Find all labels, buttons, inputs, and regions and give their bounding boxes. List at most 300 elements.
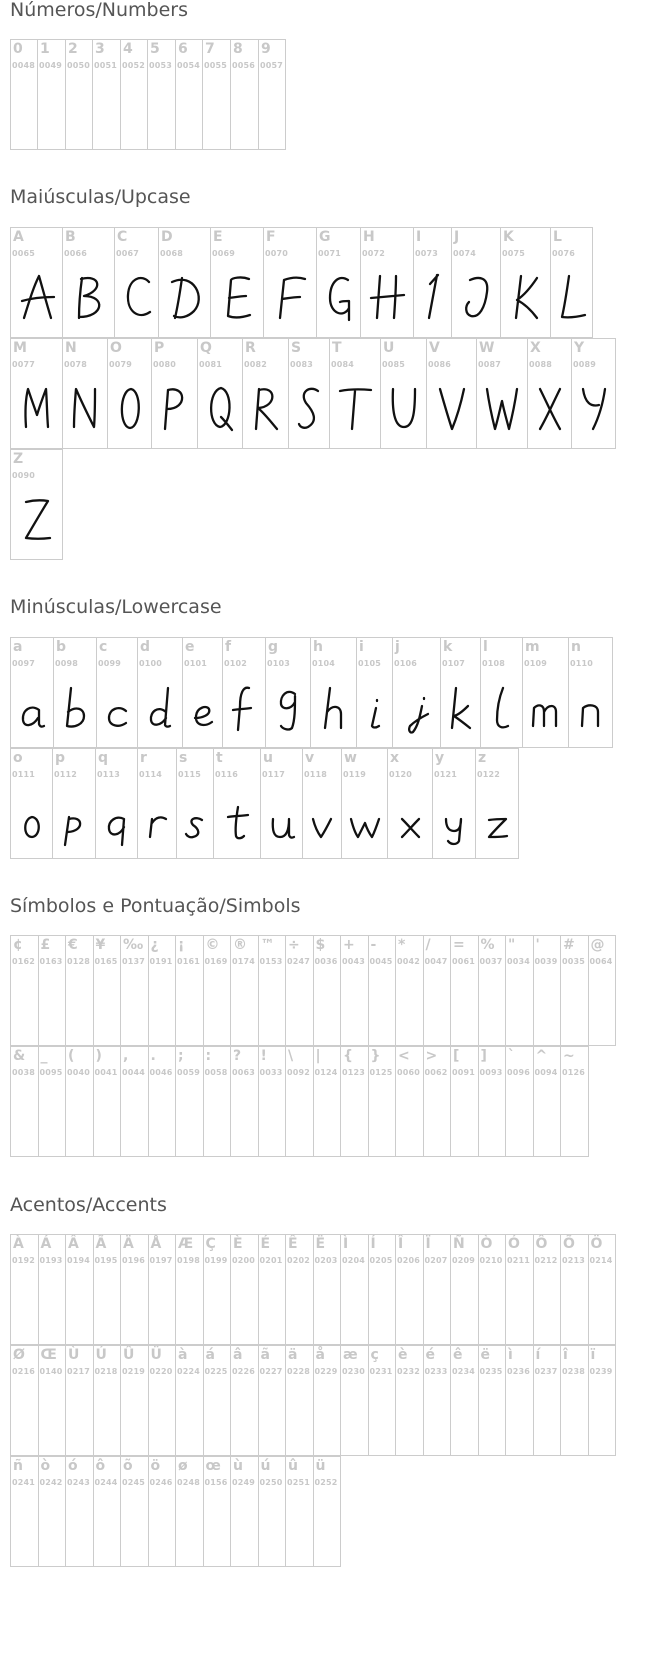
- glyph-code-label: 0109: [524, 659, 548, 668]
- glyph-code-label: 0220: [149, 1367, 173, 1376]
- glyph-cell-uee: [561, 1346, 589, 1455]
- glyph-cell-u3d: [451, 936, 479, 1045]
- glyph-sample-j: [396, 678, 438, 738]
- glyph-cell-N: [63, 339, 108, 448]
- glyph-char-label: ê: [453, 1347, 463, 1363]
- glyph-code-label: 0238: [562, 1367, 586, 1376]
- glyph-char-label: y: [435, 750, 445, 766]
- glyph-cell-u5c: [286, 1047, 314, 1156]
- glyph-code-label: 0078: [64, 360, 88, 369]
- glyph-cell-i: [357, 638, 393, 747]
- glyph-cell-uf6: [149, 1457, 177, 1566]
- glyph-char-label: Ú: [95, 1347, 107, 1363]
- glyph-char-label: -: [370, 937, 377, 953]
- glyph-char-label: +: [343, 937, 355, 953]
- glyph-code-label: 0250: [259, 1478, 283, 1487]
- glyph-char-label: j: [395, 639, 400, 655]
- glyph-code-label: 0195: [94, 1256, 118, 1265]
- glyph-sample-T: [334, 379, 376, 439]
- glyph-char-label: Ô: [535, 1236, 548, 1252]
- glyph-cell-u7b: [341, 1047, 369, 1156]
- glyph-code-label: 0038: [12, 1068, 36, 1077]
- glyph-char-label: Ò: [480, 1236, 493, 1252]
- glyph-cell-B: [63, 228, 115, 337]
- glyph-cell-ud2: [479, 1235, 507, 1344]
- glyph-sample-i: [357, 678, 393, 738]
- section-title-numbers: Números/Numbers: [10, 0, 188, 21]
- glyph-cell-O: [108, 339, 152, 448]
- glyph-char-label: 1: [40, 41, 50, 57]
- glyph-sample-Y: [573, 379, 615, 439]
- glyph-sample-p: [53, 789, 95, 849]
- glyph-char-label: å: [315, 1347, 325, 1363]
- glyph-code-label: 0104: [312, 659, 336, 668]
- glyph-char-label: `: [508, 1048, 515, 1064]
- glyph-char-label: î: [563, 1347, 568, 1363]
- glyph-char-label: 6: [178, 41, 188, 57]
- glyph-cell-ud1: [451, 1235, 479, 1344]
- glyph-code-label: 0047: [424, 957, 448, 966]
- glyph-cell-uce: [396, 1235, 424, 1344]
- glyph-code-label: 0050: [67, 61, 91, 70]
- glyph-cell-C: [115, 228, 159, 337]
- glyph-cell-o: [11, 749, 53, 858]
- glyph-cell-u153: [204, 1457, 232, 1566]
- glyph-char-label: i: [359, 639, 364, 655]
- glyph-cell-P: [152, 339, 198, 448]
- glyph-cell-uc4: [121, 1235, 149, 1344]
- glyph-code-label: 0252: [314, 1478, 338, 1487]
- glyph-cell-Y: [572, 339, 616, 448]
- glyph-char-label: Q: [200, 340, 212, 356]
- glyph-cell-uc3: [94, 1235, 122, 1344]
- glyph-cell-u2030: [121, 936, 149, 1045]
- glyph-cell-ue3: [259, 1346, 287, 1455]
- glyph-cell-ua1: [176, 936, 204, 1045]
- glyph-code-label: 0102: [224, 659, 248, 668]
- glyph-char-label: ^: [535, 1048, 548, 1064]
- glyph-cell-ue0: [176, 1346, 204, 1455]
- glyph-cell-u29: [94, 1047, 122, 1156]
- lowercase-row-1: [10, 637, 613, 748]
- glyph-char-label: €: [68, 937, 78, 953]
- glyph-char-label: 9: [261, 41, 271, 57]
- glyph-code-label: 0096: [507, 1068, 531, 1077]
- glyph-cell-H: [361, 228, 414, 337]
- glyph-code-label: 0077: [12, 360, 36, 369]
- glyph-cell-u28: [66, 1047, 94, 1156]
- glyph-code-label: 0201: [259, 1256, 283, 1265]
- glyph-sample-Z: [16, 490, 58, 550]
- glyph-char-label: Ä: [123, 1236, 134, 1252]
- glyph-code-label: 0216: [12, 1367, 36, 1376]
- symbols-row-2: [10, 1046, 589, 1157]
- glyph-char-label: b: [56, 639, 67, 655]
- glyph-char-label: £: [40, 937, 51, 953]
- glyph-code-label: 0086: [428, 360, 452, 369]
- glyph-cell-uc5: [149, 1235, 177, 1344]
- glyph-code-label: 0243: [67, 1478, 91, 1487]
- glyph-char-label: n: [571, 639, 581, 655]
- glyph-char-label: {: [343, 1048, 353, 1064]
- glyph-code-label: 0214: [589, 1256, 613, 1265]
- glyph-cell-u7c: [314, 1047, 342, 1156]
- glyph-char-label: ': [535, 937, 540, 953]
- glyph-cell-q: [96, 749, 138, 858]
- glyph-char-label: ö: [150, 1458, 161, 1474]
- glyph-char-label: ;: [178, 1048, 184, 1064]
- glyph-char-label: A: [13, 229, 24, 245]
- glyph-char-label: q: [98, 750, 109, 766]
- glyph-cell-ue7: [369, 1346, 397, 1455]
- glyph-cell-z: [476, 749, 519, 858]
- glyph-cell-uc9: [259, 1235, 287, 1344]
- glyph-char-label: Ë: [315, 1236, 326, 1252]
- glyph-code-label: 0099: [98, 659, 122, 668]
- glyph-char-label: V: [429, 340, 440, 356]
- glyph-cell-ucb: [314, 1235, 342, 1344]
- glyph-char-label: p: [55, 750, 66, 766]
- glyph-cell-ubf: [149, 936, 177, 1045]
- glyph-sample-q: [96, 789, 138, 849]
- glyph-code-label: 0241: [12, 1478, 36, 1487]
- glyph-char-label: í: [535, 1347, 541, 1363]
- glyph-code-label: 0125: [369, 1068, 393, 1077]
- glyph-cell-L: [551, 228, 593, 337]
- glyph-char-label: Ï: [425, 1236, 431, 1252]
- glyph-code-label: 0249: [232, 1478, 256, 1487]
- glyph-code-label: 0203: [314, 1256, 338, 1265]
- glyph-char-label: á: [205, 1347, 215, 1363]
- lowercase-row-2: [10, 748, 519, 859]
- glyph-cell-u7d: [369, 1047, 397, 1156]
- glyph-code-label: 0196: [122, 1256, 146, 1265]
- glyph-code-label: 0209: [452, 1256, 476, 1265]
- glyph-sample-A: [16, 268, 58, 328]
- glyph-char-label: Ü: [150, 1347, 162, 1363]
- glyph-code-label: 0068: [160, 249, 184, 258]
- glyph-cell-uf9: [231, 1457, 259, 1566]
- glyph-cell-u152: [39, 1346, 67, 1455]
- glyph-char-label: Â: [68, 1236, 79, 1252]
- glyph-char-label: â: [233, 1347, 243, 1363]
- glyph-char-label: ¢: [13, 937, 23, 953]
- glyph-code-label: 0082: [244, 360, 268, 369]
- glyph-char-label: Y: [574, 340, 585, 356]
- glyph-cell-u22: [506, 936, 534, 1045]
- glyph-char-label: F: [266, 229, 276, 245]
- glyph-cell-w: [342, 749, 388, 858]
- glyph-cell-uf7: [286, 936, 314, 1045]
- glyph-char-label: Ù: [68, 1347, 80, 1363]
- glyph-code-label: 0046: [149, 1068, 173, 1077]
- glyph-code-label: 0122: [477, 770, 501, 779]
- glyph-cell-ufb: [286, 1457, 314, 1566]
- glyph-sample-u: [261, 789, 303, 849]
- glyph-code-label: 0095: [39, 1068, 63, 1077]
- glyph-char-label: Ñ: [453, 1236, 465, 1252]
- glyph-cell-J: [452, 228, 501, 337]
- glyph-char-label: ]: [480, 1048, 487, 1064]
- glyph-cell-v: [303, 749, 342, 858]
- glyph-sample-B: [68, 268, 110, 328]
- glyph-code-label: 0118: [304, 770, 328, 779]
- glyph-sample-v: [303, 789, 342, 849]
- glyph-char-label: x: [390, 750, 400, 766]
- glyph-char-label: Å: [150, 1236, 162, 1252]
- glyph-sample-m: [525, 678, 567, 738]
- glyph-sample-G: [318, 268, 360, 328]
- glyph-code-label: 0206: [397, 1256, 421, 1265]
- glyph-code-label: 0233: [424, 1367, 448, 1376]
- section-title-lowercase: Minúsculas/Lowercase: [10, 596, 222, 618]
- glyph-code-label: 0236: [507, 1367, 531, 1376]
- glyph-code-label: 0165: [94, 957, 118, 966]
- glyph-code-label: 0211: [507, 1256, 531, 1265]
- glyph-cell-ua3: [39, 936, 67, 1045]
- glyph-cell-u20ac: [66, 936, 94, 1045]
- glyph-cell-h: [311, 638, 357, 747]
- glyph-sample-R: [245, 379, 287, 439]
- glyph-cell-3: [93, 40, 121, 149]
- glyph-cell-A: [11, 228, 63, 337]
- glyph-cell-u23: [561, 936, 589, 1045]
- glyph-code-label: 0072: [362, 249, 386, 258]
- glyph-cell-u24: [314, 936, 342, 1045]
- glyph-sample-e: [183, 678, 223, 738]
- glyph-char-label: ": [508, 937, 516, 953]
- glyph-cell-ue1: [204, 1346, 232, 1455]
- glyph-code-label: 0242: [39, 1478, 63, 1487]
- glyph-char-label: ?: [233, 1048, 242, 1064]
- glyph-cell-uc1: [39, 1235, 67, 1344]
- glyph-code-label: 0076: [552, 249, 576, 258]
- glyph-code-label: 0227: [259, 1367, 283, 1376]
- glyph-char-label: O: [110, 340, 122, 356]
- glyph-char-label: ÷: [288, 937, 300, 953]
- glyph-cell-ud6: [589, 1235, 617, 1344]
- glyph-sample-b: [54, 678, 96, 738]
- glyph-char-label: R: [245, 340, 256, 356]
- glyph-code-label: 0218: [94, 1367, 118, 1376]
- glyph-cell-X: [528, 339, 572, 448]
- glyph-cell-u2c: [121, 1047, 149, 1156]
- glyph-cell-u7e: [561, 1047, 589, 1156]
- glyph-char-label: d: [140, 639, 151, 655]
- glyph-code-label: 0126: [562, 1068, 586, 1077]
- glyph-cell-d: [138, 638, 183, 747]
- glyph-code-label: 0042: [397, 957, 421, 966]
- glyph-code-label: 0140: [39, 1367, 63, 1376]
- glyph-char-label: ì: [508, 1347, 513, 1363]
- glyph-char-label: (: [68, 1048, 75, 1064]
- symbols-row-1: [10, 935, 616, 1046]
- glyph-cell-uca: [286, 1235, 314, 1344]
- glyph-cell-u: [261, 749, 303, 858]
- glyph-cell-u25: [479, 936, 507, 1045]
- glyph-cell-9: [259, 40, 286, 149]
- glyph-cell-1: [38, 40, 66, 149]
- glyph-code-label: 0058: [204, 1068, 228, 1077]
- glyph-code-label: 0064: [589, 957, 613, 966]
- glyph-char-label: 0: [13, 41, 23, 57]
- glyph-sample-L: [551, 268, 593, 328]
- glyph-cell-udc: [149, 1346, 177, 1455]
- glyph-code-label: 0161: [177, 957, 201, 966]
- glyph-cell-u5b: [451, 1047, 479, 1156]
- upcase-row-2: [10, 338, 616, 449]
- glyph-cell-x: [388, 749, 433, 858]
- glyph-code-label: 0093: [479, 1068, 503, 1077]
- glyph-cell-D: [159, 228, 211, 337]
- glyph-char-label: à: [178, 1347, 188, 1363]
- glyph-char-label: ú: [260, 1458, 271, 1474]
- glyph-char-label: ®: [233, 937, 247, 953]
- glyph-cell-u2d: [369, 936, 397, 1045]
- glyph-cell-u26: [11, 1047, 39, 1156]
- glyph-char-label: æ: [343, 1347, 358, 1363]
- glyph-code-label: 0197: [149, 1256, 173, 1265]
- glyph-code-label: 0057: [260, 61, 284, 70]
- glyph-cell-u3c: [396, 1047, 424, 1156]
- glyph-char-label: 3: [95, 41, 105, 57]
- glyph-code-label: 0246: [149, 1478, 173, 1487]
- glyph-char-label: Á: [40, 1236, 52, 1252]
- glyph-code-label: 0207: [424, 1256, 448, 1265]
- glyph-code-label: 0106: [394, 659, 418, 668]
- glyph-char-label: l: [483, 639, 488, 655]
- glyph-code-label: 0085: [382, 360, 406, 369]
- glyph-code-label: 0056: [232, 61, 256, 70]
- glyph-cell-u40: [589, 936, 617, 1045]
- glyph-code-label: 0108: [482, 659, 506, 668]
- glyph-char-label: Ø: [13, 1347, 25, 1363]
- glyph-code-label: 0044: [122, 1068, 146, 1077]
- glyph-char-label: U: [383, 340, 395, 356]
- glyph-char-label: Z: [13, 451, 24, 467]
- section-title-upcase: Maiúsculas/Upcase: [10, 186, 191, 208]
- glyph-code-label: 0156: [204, 1478, 228, 1487]
- glyph-cell-ue2: [231, 1346, 259, 1455]
- glyph-cell-ua5: [94, 936, 122, 1045]
- glyph-code-label: 0049: [39, 61, 63, 70]
- glyph-char-label: 8: [233, 41, 243, 57]
- glyph-code-label: 0205: [369, 1256, 393, 1265]
- glyph-cell-y: [433, 749, 476, 858]
- glyph-char-label: ¿: [150, 937, 159, 953]
- glyph-code-label: 0065: [12, 249, 36, 258]
- glyph-sample-h: [313, 678, 355, 738]
- glyph-cell-r: [138, 749, 177, 858]
- glyph-code-label: 0094: [534, 1068, 558, 1077]
- glyph-sample-H: [366, 268, 408, 328]
- glyph-cell-ua9: [204, 936, 232, 1045]
- glyph-sample-t: [216, 789, 258, 849]
- glyph-sample-k: [441, 678, 481, 738]
- glyph-cell-ue8: [396, 1346, 424, 1455]
- glyph-char-label: À: [13, 1236, 24, 1252]
- glyph-cell-k: [441, 638, 481, 747]
- glyph-char-label: è: [398, 1347, 408, 1363]
- glyph-char-label: ù: [233, 1458, 243, 1474]
- glyph-cell-uc0: [11, 1235, 39, 1344]
- glyph-cell-U: [381, 339, 427, 448]
- glyph-cell-6: [176, 40, 203, 149]
- glyph-char-label: S: [291, 340, 302, 356]
- glyph-sample-z: [476, 789, 518, 849]
- glyph-code-label: 0074: [453, 249, 477, 258]
- glyph-char-label: o: [13, 750, 23, 766]
- glyph-cell-uf8: [176, 1457, 204, 1566]
- glyph-sample-P: [154, 379, 196, 439]
- glyph-code-label: 0228: [287, 1367, 311, 1376]
- glyph-char-label: J: [454, 229, 460, 245]
- glyph-char-label: a: [13, 639, 23, 655]
- glyph-sample-V: [431, 379, 473, 439]
- glyph-char-label: }: [370, 1048, 381, 1064]
- glyph-sample-a: [11, 678, 53, 738]
- glyph-char-label: g: [268, 639, 279, 655]
- glyph-char-label: Ó: [508, 1236, 520, 1252]
- glyph-cell-ued: [534, 1346, 562, 1455]
- glyph-char-label: ,: [123, 1048, 129, 1064]
- glyph-char-label: \: [288, 1048, 294, 1064]
- glyph-char-label: <: [398, 1048, 410, 1064]
- glyph-char-label: /: [425, 937, 431, 953]
- glyph-cell-m: [523, 638, 569, 747]
- glyph-code-label: 0117: [262, 770, 286, 779]
- glyph-char-label: e: [185, 639, 195, 655]
- glyph-cell-K: [501, 228, 551, 337]
- glyph-cell-u2122: [259, 936, 287, 1045]
- glyph-char-label: &: [13, 1048, 26, 1064]
- glyph-code-label: 0039: [534, 957, 558, 966]
- glyph-code-label: 0121: [434, 770, 458, 779]
- glyph-cell-8: [231, 40, 259, 149]
- glyph-code-label: 0098: [55, 659, 79, 668]
- glyph-char-label: k: [443, 639, 453, 655]
- glyph-cell-E: [211, 228, 264, 337]
- accents-row-2: [10, 1345, 616, 1456]
- glyph-char-label: ©: [205, 937, 220, 953]
- glyph-code-label: 0075: [502, 249, 526, 258]
- glyph-cell-M: [11, 339, 63, 448]
- glyph-cell-p: [53, 749, 96, 858]
- glyph-char-label: s: [179, 750, 188, 766]
- glyph-sample-d: [139, 678, 181, 738]
- glyph-code-label: 0224: [177, 1367, 201, 1376]
- glyph-code-label: 0114: [139, 770, 163, 779]
- glyph-char-label: ü: [315, 1458, 326, 1474]
- glyph-code-label: 0213: [562, 1256, 586, 1265]
- glyph-code-label: 0080: [153, 360, 177, 369]
- glyph-cell-uc8: [231, 1235, 259, 1344]
- glyph-char-label: Œ: [40, 1347, 57, 1363]
- glyph-char-label: È: [233, 1236, 243, 1252]
- glyph-code-label: 0198: [177, 1256, 201, 1265]
- glyph-sample-I: [414, 268, 452, 328]
- glyph-code-label: 0071: [318, 249, 342, 258]
- glyph-code-label: 0089: [573, 360, 597, 369]
- glyph-cell-s: [177, 749, 214, 858]
- glyph-char-label: ): [95, 1048, 102, 1064]
- glyph-code-label: 0051: [94, 61, 118, 70]
- glyph-code-label: 0202: [287, 1256, 311, 1265]
- glyph-code-label: 0212: [534, 1256, 558, 1265]
- glyph-char-label: Î: [398, 1236, 404, 1252]
- glyph-code-label: 0200: [232, 1256, 256, 1265]
- glyph-cell-F: [264, 228, 317, 337]
